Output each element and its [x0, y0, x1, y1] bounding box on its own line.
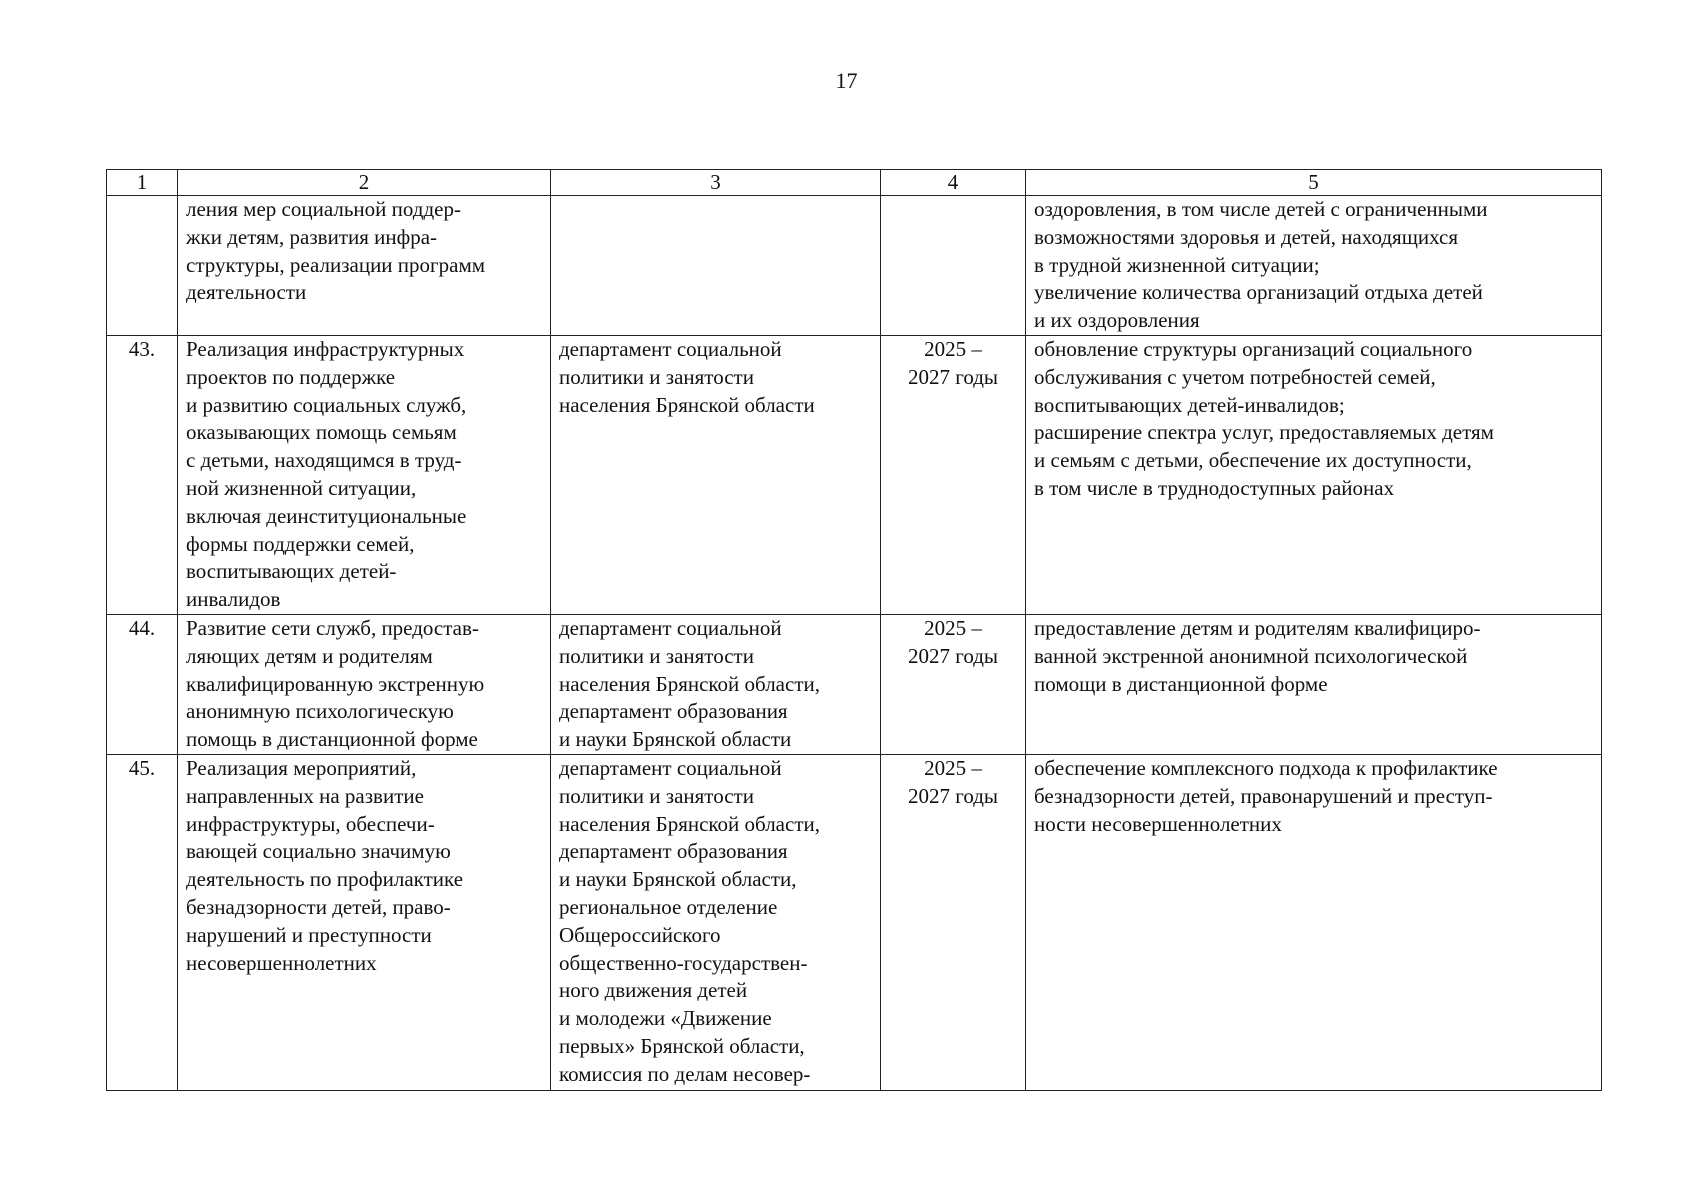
row-number: 44.: [107, 614, 178, 754]
row-number: 43.: [107, 335, 178, 614]
header-cell-4: 4: [881, 170, 1026, 196]
page-number: 17: [835, 68, 858, 93]
measure-cell: Развитие сети служб, предостав- ляющих детям и родителям квалифицированную экстренную анонимную психологическую помощь в дистанционной форме: [178, 614, 551, 754]
row-number: 45.: [107, 754, 178, 1090]
table-row: [107, 335, 1602, 614]
table-row: [107, 754, 1602, 1090]
executor-cell: [551, 196, 881, 336]
result-cell: предоставление детям и родителям квалифициро- ванной экстренной анонимной психологической помощи в дистанционной форме: [1026, 614, 1602, 754]
measure-cell: Реализация мероприятий, направленных на развитие инфраструктуры, обеспечи- вающей социально значимую деятельность по профилактике безнадзорности детей, право- нарушений и преступности несовершеннолетних: [178, 754, 551, 1090]
measures-table: [106, 169, 1602, 1091]
period-cell: 2025 – 2027 годы: [881, 614, 1026, 754]
executor-cell: департамент социальной политики и занятости населения Брянской области, департамент образования и науки Брянской области, региональное отделение Общероссийского общественно-государствен- ного движения детей и молодежи «Движение первых» Брянской области, комиссия по делам несовер-: [551, 754, 881, 1090]
header-cell-3: 3: [551, 170, 881, 196]
table-row: [107, 614, 1602, 754]
period-cell: 2025 – 2027 годы: [881, 335, 1026, 614]
measure-cell: Реализация инфраструктурных проектов по поддержке и развитию социальных служб, оказывающих помощь семьям с детьми, находящимся в труд- ной жизненной ситуации, включая деинституциональные формы поддержки семей, воспитывающих детей- инвалидов: [178, 335, 551, 614]
measure-cell: ления мер социальной поддер- жки детям, развития инфра- структуры, реализации программ деятельности: [178, 196, 551, 336]
table-header-row: [107, 170, 1602, 196]
header-cell-1: 1: [107, 170, 178, 196]
row-number: [107, 196, 178, 336]
result-cell: обновление структуры организаций социального обслуживания с учетом потребностей семей, воспитывающих детей-инвалидов; расширение спектра услуг, предоставляемых детям и семьям с детьми, обеспечение их доступности, в том числе в труднодоступных районах: [1026, 335, 1602, 614]
header-cell-5: 5: [1026, 170, 1602, 196]
result-cell: оздоровления, в том числе детей с ограниченными возможностями здоровья и детей, находящихся в трудной жизненной ситуации; увеличение количества организаций отдыха детей и их оздоровления: [1026, 196, 1602, 336]
executor-cell: департамент социальной политики и занятости населения Брянской области, департамент образования и науки Брянской области: [551, 614, 881, 754]
header-cell-2: 2: [178, 170, 551, 196]
executor-cell: департамент социальной политики и занятости населения Брянской области: [551, 335, 881, 614]
period-cell: [881, 196, 1026, 336]
period-cell: 2025 – 2027 годы: [881, 754, 1026, 1090]
table-row: [107, 196, 1602, 336]
result-cell: обеспечение комплексного подхода к профилактике безнадзорности детей, правонарушений и преступ- ности несовершеннолетних: [1026, 754, 1602, 1090]
